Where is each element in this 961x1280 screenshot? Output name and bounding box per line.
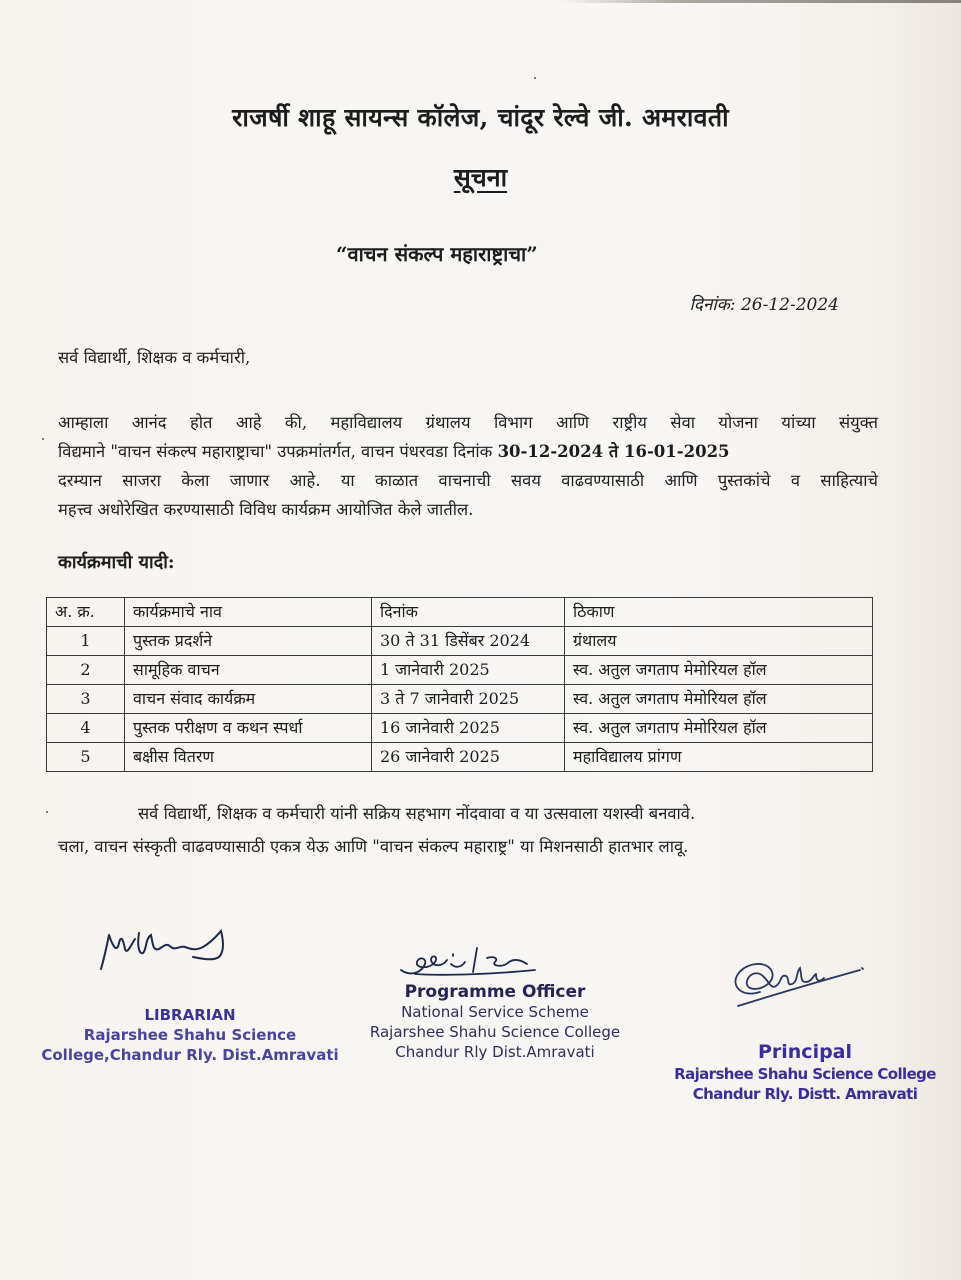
programme-officer-org-line-1: National Service Scheme: [401, 1003, 589, 1021]
cell-serial: 1: [47, 627, 125, 656]
paper-speck: [46, 811, 48, 813]
programme-table: [46, 597, 873, 772]
principal-signature: [720, 952, 870, 1012]
notice-date: [690, 292, 839, 315]
cell-programme-name: पुस्तक परीक्षण व कथन स्पर्धा: [125, 714, 372, 743]
paper-speck: [42, 438, 44, 440]
table-row: [47, 714, 873, 743]
notice-heading-text: सूचना: [453, 163, 508, 192]
body-line-2: [58, 437, 878, 466]
column-header-venue: ठिकाण: [565, 598, 873, 627]
reading-fortnight-period: 30-12-2024 ते 16-01-2025: [497, 442, 730, 461]
table-row: [47, 743, 873, 772]
paper-edge-shadow: [560, 0, 961, 3]
cell-programme-name: सामूहिक वाचन: [125, 656, 372, 685]
closing-paragraph: [58, 797, 878, 863]
cell-date: 16 जानेवारी 2025: [372, 714, 565, 743]
cell-venue: स्व. अतुल जगताप मेमोरियल हॉल: [565, 714, 873, 743]
campaign-title: “वाचन संकल्प महाराष्ट्राचा”: [336, 242, 538, 266]
cell-venue: ग्रंथालय: [565, 627, 873, 656]
librarian-stamp: [40, 1005, 340, 1065]
cell-date: 3 ते 7 जानेवारी 2025: [372, 685, 565, 714]
body-line-3: दरम्यान साजरा केला जाणार आहे. या काळात वाचनाची सवय वाढवण्यासाठी आणि पुस्तकांचे व साहित्याचे: [58, 471, 878, 490]
table-row: [47, 685, 873, 714]
programme-officer-role: Programme Officer: [404, 982, 586, 1002]
cell-venue: महाविद्यालय प्रांगण: [565, 743, 873, 772]
body-paragraph: [58, 408, 878, 524]
closing-line-2: चला, वाचन संस्कृती वाढवण्यासाठी एकत्र येऊ आणि "वाचन संकल्प महाराष्ट्र" या मिशनसाठी हातभार लावू.: [58, 837, 689, 856]
librarian-org-line-2: College,Chandur Rly. Dist.Amravati: [41, 1046, 339, 1064]
cell-date: 26 जानेवारी 2025: [372, 743, 565, 772]
column-header-serial: अ. क्र.: [47, 598, 125, 627]
programme-officer-org-line-3: Chandur Rly Dist.Amravati: [395, 1043, 595, 1061]
cell-programme-name: वाचन संवाद कार्यक्रम: [125, 685, 372, 714]
librarian-role: LIBRARIAN: [144, 1006, 236, 1024]
cell-serial: 5: [47, 743, 125, 772]
cell-date: 1 जानेवारी 2025: [372, 656, 565, 685]
cell-venue: स्व. अतुल जगताप मेमोरियल हॉल: [565, 656, 873, 685]
paper-speck: [534, 77, 536, 79]
date-label: दिनांक:: [689, 295, 736, 315]
salutation: सर्व विद्यार्थी, शिक्षक व कर्मचारी,: [58, 348, 251, 367]
librarian-org-line-1: Rajarshee Shahu Science: [83, 1026, 297, 1044]
principal-stamp: [655, 1040, 955, 1104]
table-row: [47, 656, 873, 685]
cell-programme-name: बक्षीस वितरण: [125, 743, 372, 772]
cell-serial: 4: [47, 714, 125, 743]
table-header-row: [47, 598, 873, 627]
column-header-date: दिनांक: [372, 598, 565, 627]
column-header-programme-name: कार्यक्रमाचे नाव: [125, 598, 372, 627]
body-line-1: आम्हाला आनंद होत आहे की, महाविद्यालय ग्रंथालय विभाग आणि राष्ट्रीय सेवा योजना यांच्या संयुक्त: [58, 413, 878, 432]
cell-serial: 3: [47, 685, 125, 714]
cell-date: 30 ते 31 डिसेंबर 2024: [372, 627, 565, 656]
table-row: [47, 627, 873, 656]
body-line-4: महत्त्व अधोरेखित करण्यासाठी विविध कार्यक्रम आयोजित केले जातील.: [58, 500, 474, 519]
librarian-signature: [95, 925, 255, 975]
cell-serial: 2: [47, 656, 125, 685]
cell-programme-name: पुस्तक प्रदर्शने: [125, 627, 372, 656]
principal-org-line-1: Rajarshee Shahu Science College: [674, 1065, 936, 1083]
programme-officer-org-line-2: Rajarshee Shahu Science College: [369, 1023, 621, 1041]
notice-heading: [0, 160, 961, 194]
body-line-2-text: विद्यमाने "वाचन संकल्प महाराष्ट्राचा" उपक्रमांतर्गत, वाचन पंधरवडा दिनांक: [58, 442, 498, 461]
principal-role: Principal: [757, 1041, 853, 1063]
college-name: राजर्षी शाहू सायन्स कॉलेज, चांदूर रेल्वे जी. अमरावती: [232, 103, 729, 132]
cell-venue: स्व. अतुल जगताप मेमोरियल हॉल: [565, 685, 873, 714]
programme-officer-stamp: [340, 982, 650, 1062]
programme-officer-signature: [395, 940, 545, 980]
date-value: 26-12-2024: [740, 295, 839, 315]
closing-line-1: सर्व विद्यार्थी, शिक्षक व कर्मचारी यांनी सक्रिय सहभाग नोंदवावा व या उत्सवाला यशस्वी बनवावे.: [138, 804, 696, 823]
programme-list-title: कार्यक्रमाची यादी:: [58, 552, 175, 573]
principal-org-line-2: Chandur Rly. Distt. Amravati: [692, 1085, 918, 1103]
